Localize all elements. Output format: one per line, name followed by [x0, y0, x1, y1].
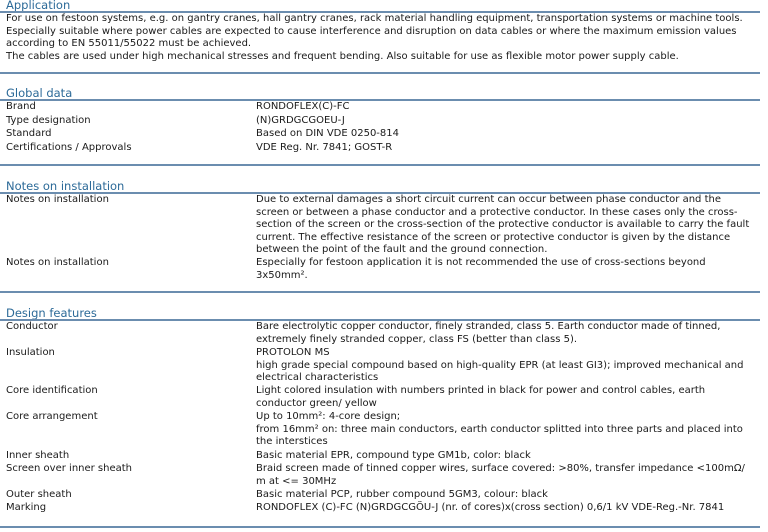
spec-value-line: from 16mm² on: three main conductors, earth conductor splitted into three parts and placed into: [256, 423, 743, 435]
spec-value-line: Basic material EPR, compound type GM1b, color: black: [256, 450, 531, 461]
spec-value: [256, 411, 760, 449]
spec-label: Inner sheath: [6, 450, 70, 461]
spec-value-line: m at <= 30MHz: [256, 475, 337, 487]
spec-value: [256, 347, 760, 385]
spec-value-line: 3x50mm².: [256, 269, 308, 281]
spec-label: Certifications / Approvals: [6, 141, 132, 153]
section-title-design-features: Design features: [6, 306, 97, 320]
spec-value-line: Especially for festoon application it is not recommended the use of cross-sections beyond: [256, 257, 706, 268]
spec-value-line: current. The effective resistance of the screen or protective conductor is given by the distance: [256, 231, 731, 243]
section-divider: [0, 72, 760, 74]
spec-value-line: high grade special compound based on high-quality EPR (at least GI3); improved mechanical and: [256, 359, 744, 371]
application-line: Especially suitable where power cables are expected to cause interference and disruption on data cables or where the maximum emission values according to EN 55011/55022 must be achieved.: [6, 25, 737, 49]
spec-value-line: PROTOLON MS: [256, 347, 330, 358]
spec-label: Insulation: [6, 347, 55, 358]
spec-value-line: Based on DIN VDE 0250-814: [256, 128, 400, 139]
spec-value-line: Due to external damages a short circuit current can occur between phase conductor and the: [256, 194, 721, 205]
spec-value: [256, 321, 760, 346]
spec-value-line: (N)GRDGCGOEU-J: [256, 114, 345, 126]
spec-value-line: extremely finely stranded copper, class FS (better than class 5).: [256, 333, 578, 345]
section-divider: [0, 291, 760, 293]
spec-value-line: Braid screen made of tinned copper wires, surface covered: >80%, transfer impedance <100mΩ/: [256, 463, 745, 474]
spec-label: Brand: [6, 101, 36, 112]
spec-value-line: electrical characteristics: [256, 372, 379, 383]
spec-label: Core arrangement: [6, 411, 98, 422]
spec-label: Core identification: [6, 385, 98, 396]
section-title-application: Application: [6, 0, 71, 12]
spec-value-line: screen or between a phase conductor and a protective conductor. In these cases only the cross-: [256, 206, 738, 218]
spec-value-line: section of the screen or the cross-section of the protective conductor is available to carry the fault: [256, 219, 750, 230]
spec-value-line: Bare electrolytic copper conductor, finely stranded, class 5. Earth conductor made of tinned,: [256, 321, 721, 332]
spec-value: [256, 450, 760, 463]
spec-value: [256, 489, 760, 502]
spec-label: Conductor: [6, 321, 58, 332]
application-line: The cables are used under high mechanical stresses and frequent bending. Also suitable for use as flexible motor power supply cable.: [6, 50, 679, 62]
spec-label: Screen over inner sheath: [6, 463, 133, 474]
spec-value-line: Light colored insulation with numbers printed in black for power and control cables, earth: [256, 385, 706, 396]
spec-label: Notes on installation: [6, 257, 109, 268]
section-divider: [0, 164, 760, 166]
spec-label: Marking: [6, 502, 47, 513]
spec-value-line: RONDOFLEX (C)-FC (N)GRDGCGÖU-J (nr. of cores)x(cross section) 0,6/1 kV VDE-Reg.-Nr. 7841: [256, 502, 725, 513]
spec-value-line: conductor green/ yellow: [256, 397, 377, 409]
section-title-notes-on-installation: Notes on installation: [6, 179, 125, 193]
spec-value-line: RONDOFLEX(C)-FC: [256, 101, 350, 112]
spec-value-line: Basic material PCP, rubber compound 5GM3, colour: black: [256, 489, 548, 500]
spec-value: [256, 502, 760, 515]
section-title-global-data: Global data: [6, 86, 73, 100]
section-divider: [0, 526, 760, 528]
spec-label: Notes on installation: [6, 194, 109, 205]
spec-value-line: VDE Reg. Nr. 7841; GOST-R: [256, 141, 393, 153]
spec-value: [256, 101, 760, 114]
spec-value-line: the interstices: [256, 436, 328, 447]
spec-value: [256, 142, 760, 155]
spec-label: Outer sheath: [6, 489, 72, 500]
spec-label: Standard: [6, 128, 52, 139]
spec-label: Type designation: [6, 114, 91, 126]
spec-value: [256, 115, 760, 128]
spec-value: [256, 128, 760, 141]
spec-value-line: Up to 10mm²: 4-core design;: [256, 411, 401, 422]
spec-value: [256, 385, 760, 410]
spec-value: [256, 194, 760, 257]
application-line: For use on festoon systems, e.g. on gantry cranes, hall gantry cranes, rack material handling equipment, transportation systems or machine tools.: [6, 13, 743, 24]
application-text: [6, 13, 758, 63]
spec-value: [256, 463, 760, 488]
spec-value: [256, 257, 760, 282]
spec-value-line: between the point of the fault and the ground connection.: [256, 244, 548, 255]
